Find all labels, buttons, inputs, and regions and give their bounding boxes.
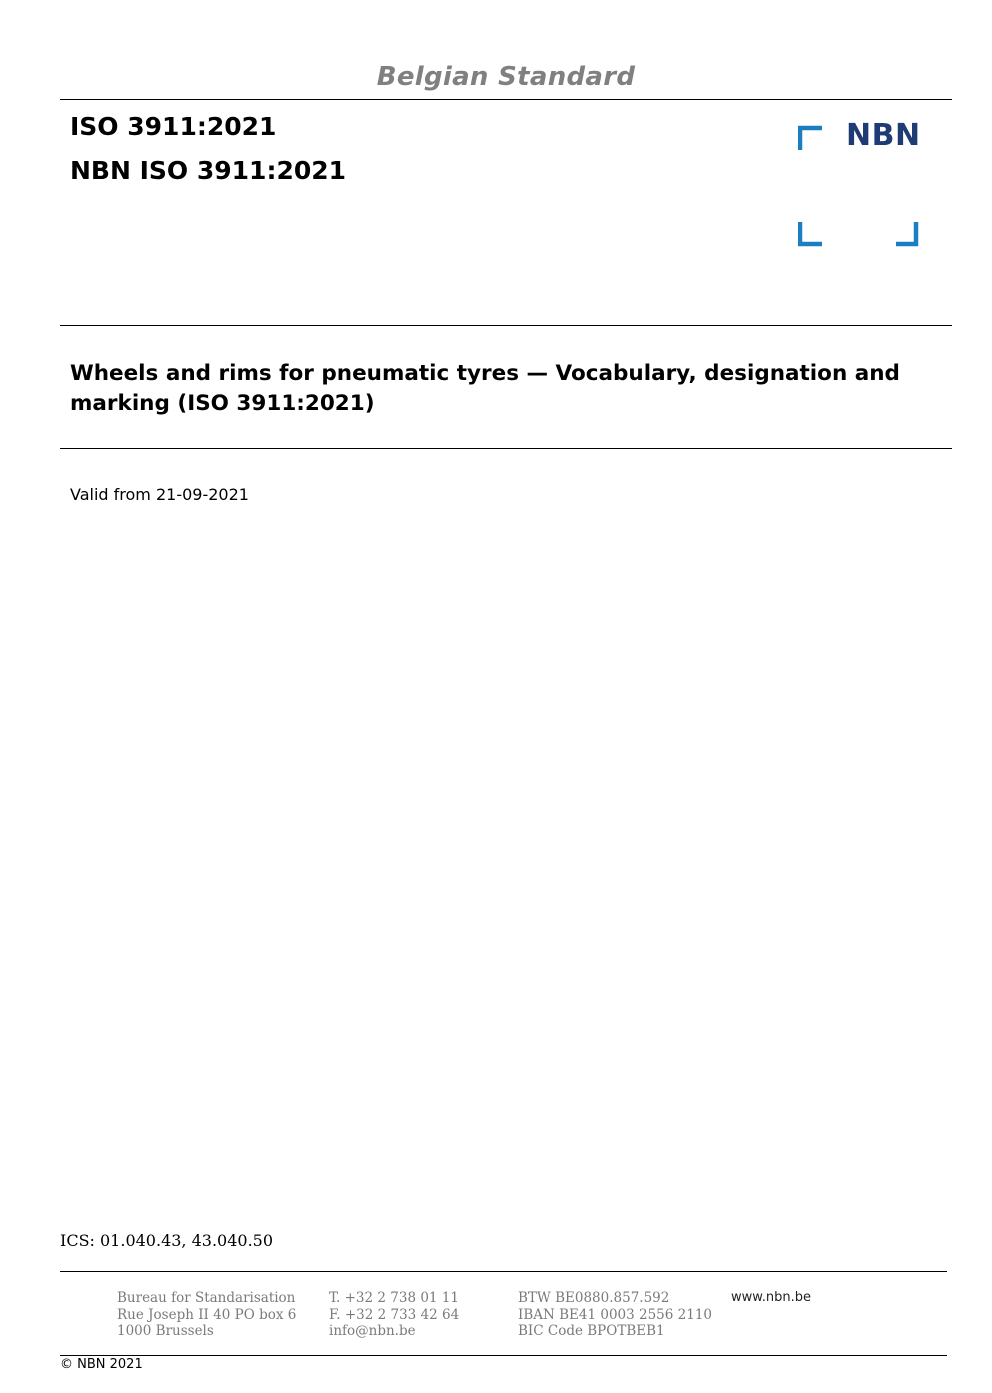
footer-bank-details: [518, 1290, 712, 1340]
fax-number: F. +32 2 733 42 64: [329, 1306, 460, 1323]
title-bottom-divider: [60, 448, 952, 449]
footer-website: [731, 1290, 811, 1307]
address-line: 1000 Brussels: [117, 1323, 214, 1339]
footer-contact: [329, 1290, 459, 1340]
phone-number: T. +32 2 738 01 11: [329, 1290, 459, 1306]
footer-top-divider: [60, 1271, 947, 1272]
iso-standard-number: ISO 3911:2021: [70, 112, 277, 141]
header-label: Belgian Standard: [376, 62, 636, 92]
nbn-logo-text: NBN: [846, 118, 921, 153]
copyright-notice: © NBN 2021: [60, 1357, 143, 1372]
address-line: Bureau for Standarisation: [117, 1290, 296, 1306]
top-divider: [60, 99, 952, 100]
ics-codes: ICS: 01.040.43, 43.040.50: [60, 1231, 274, 1250]
website-link[interactable]: www.nbn.be: [731, 1290, 811, 1305]
document-title: Wheels and rims for pneumatic tyres — Vocabulary, designation and marking (ISO 3911:2021): [70, 361, 900, 416]
bic-code: BIC Code BPOTBEB1: [518, 1323, 665, 1339]
vat-number: BTW BE0880.857.592: [518, 1290, 670, 1306]
footer-bottom-divider: [60, 1355, 947, 1356]
iban-number: IBAN BE41 0003 2556 2110: [518, 1306, 713, 1323]
nbn-standard-number: NBN ISO 3911:2021: [70, 156, 347, 185]
email-link[interactable]: info@nbn.be: [329, 1323, 416, 1339]
validity-date: Valid from 21-09-2021: [70, 485, 249, 504]
address-line: Rue Joseph II 40 PO box 6: [117, 1306, 297, 1323]
footer-address: [117, 1290, 296, 1340]
title-top-divider: [60, 325, 952, 326]
